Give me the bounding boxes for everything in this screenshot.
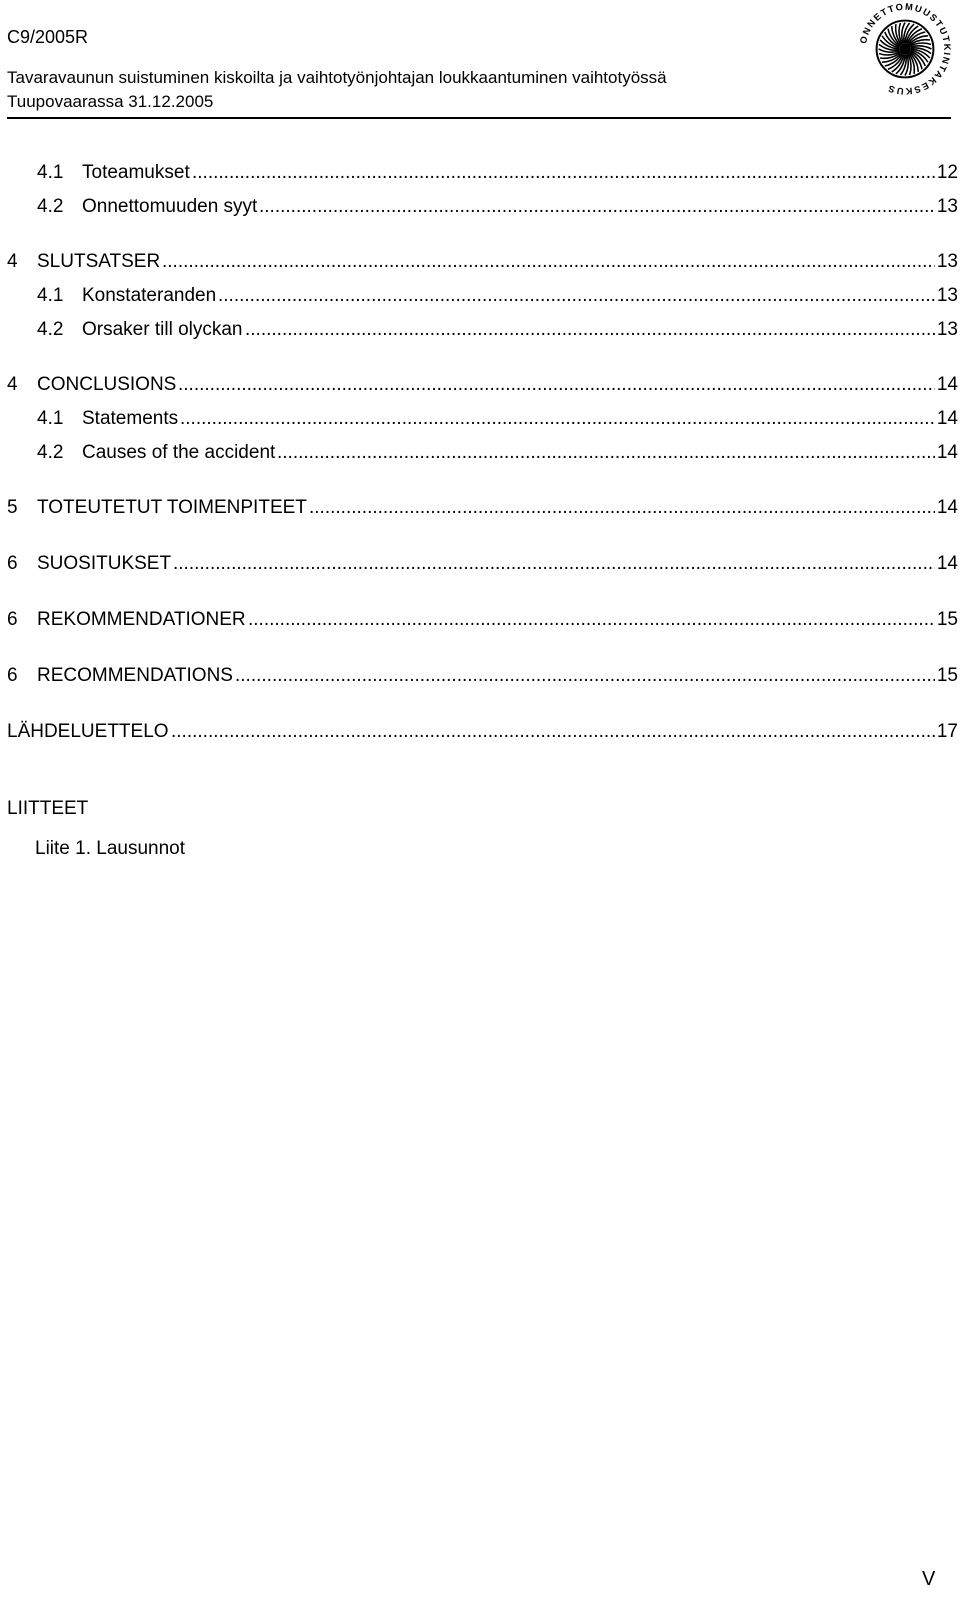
toc-entry-page: 15 (935, 663, 958, 689)
toc-entry[interactable] (7, 283, 958, 309)
toc-entry-page: 14 (935, 440, 958, 466)
page-number: V (922, 1568, 936, 1590)
toc-leader-dots (309, 495, 935, 521)
appendix-item: Liite 1. Lausunnot (35, 838, 186, 859)
toc-leader-dots (235, 663, 935, 689)
toc-entry-number: 4 (7, 374, 18, 395)
toc-entry-number: 4.1 (37, 285, 64, 306)
toc-entry-title: SUOSITUKSET (37, 551, 173, 577)
toc-entry-page: 14 (935, 551, 958, 577)
toc-entry[interactable] (7, 406, 958, 432)
toc-entry[interactable] (7, 607, 958, 633)
toc-entry[interactable] (7, 719, 958, 745)
toc-entry[interactable] (7, 160, 958, 186)
toc-entry-number: 4.1 (37, 408, 64, 429)
toc-entry-title: Konstateranden (82, 283, 218, 309)
toc-entry-page: 14 (935, 406, 958, 432)
toc-leader-dots (178, 372, 935, 398)
toc-leader-dots (171, 719, 935, 745)
svg-text:ONNETTOMUUSTUTKINTAKESKUS: ONNETTOMUUSTUTKINTAKESKUS (858, 1, 953, 97)
toc-entry-title: Statements (82, 406, 180, 432)
toc-leader-dots (173, 551, 935, 577)
toc-leader-dots (277, 440, 935, 466)
toc-entry-number: 5 (7, 497, 18, 518)
toc-entry[interactable] (7, 495, 958, 521)
toc-leader-dots (245, 317, 935, 343)
header-divider (7, 117, 951, 119)
toc-entry-page: 14 (935, 495, 958, 521)
toc-entry-number: 4.1 (37, 162, 64, 183)
toc-entry-title: Causes of the accident (82, 440, 277, 466)
toc-leader-dots (162, 249, 935, 275)
toc-entry-page: 17 (935, 719, 958, 745)
toc-entry-title: Onnettomuuden syyt (82, 194, 259, 220)
toc-entry-page: 14 (935, 372, 958, 398)
toc-entry[interactable] (7, 663, 958, 689)
toc-entry-number: 4 (7, 251, 18, 272)
toc-leader-dots (192, 160, 935, 186)
toc-leader-dots (218, 283, 935, 309)
toc-entry-page: 13 (935, 194, 958, 220)
document-id: C9/2005R (7, 27, 89, 47)
toc-entry-title: REKOMMENDATIONER (37, 607, 248, 633)
toc-entry[interactable] (7, 249, 958, 275)
toc-entry-page: 15 (935, 607, 958, 633)
toc-entry[interactable] (7, 317, 958, 343)
toc-entry-page: 13 (935, 317, 958, 343)
toc-entry[interactable] (7, 440, 958, 466)
toc-entry-number: 4.2 (37, 196, 64, 217)
toc-entry-title: SLUTSATSER (37, 249, 162, 275)
document-date: Tuupovaarassa 31.12.2005 (7, 92, 214, 111)
toc-entry-page: 13 (935, 249, 958, 275)
toc-entry-number: 4.2 (37, 442, 64, 463)
toc-entry-title: Orsaker till olyckan (82, 317, 245, 343)
toc-entry-page: 13 (935, 283, 958, 309)
toc-entry-title: Toteamukset (82, 160, 192, 186)
toc-entry[interactable] (7, 372, 958, 398)
toc-entry[interactable] (7, 194, 958, 220)
toc-leader-dots (248, 607, 935, 633)
toc-entry-number: 6 (7, 609, 18, 630)
toc-entry[interactable] (7, 551, 958, 577)
toc-entry-title: RECOMMENDATIONS (37, 663, 235, 689)
appendix-heading: LIITTEET (7, 798, 89, 819)
toc-entry-number: 6 (7, 553, 18, 574)
toc-leader-dots (180, 406, 935, 432)
toc-entry-number: 6 (7, 665, 18, 686)
toc-entry-number: 4.2 (37, 319, 64, 340)
page-header (0, 0, 960, 122)
toc-entry-page: 12 (935, 160, 958, 186)
toc-entry-title: CONCLUSIONS (37, 372, 178, 398)
toc-entry-title: TOTEUTETUT TOIMENPITEET (37, 495, 309, 521)
document-title: Tavaravaunun suistuminen kiskoilta ja vaihtotyönjohtajan loukkaantuminen vaihtotyössä (7, 68, 667, 87)
toc-entry-title: LÄHDELUETTELO (7, 719, 171, 745)
onnettomuustutkintakeskus-logo (856, 0, 954, 98)
toc-leader-dots (259, 194, 935, 220)
